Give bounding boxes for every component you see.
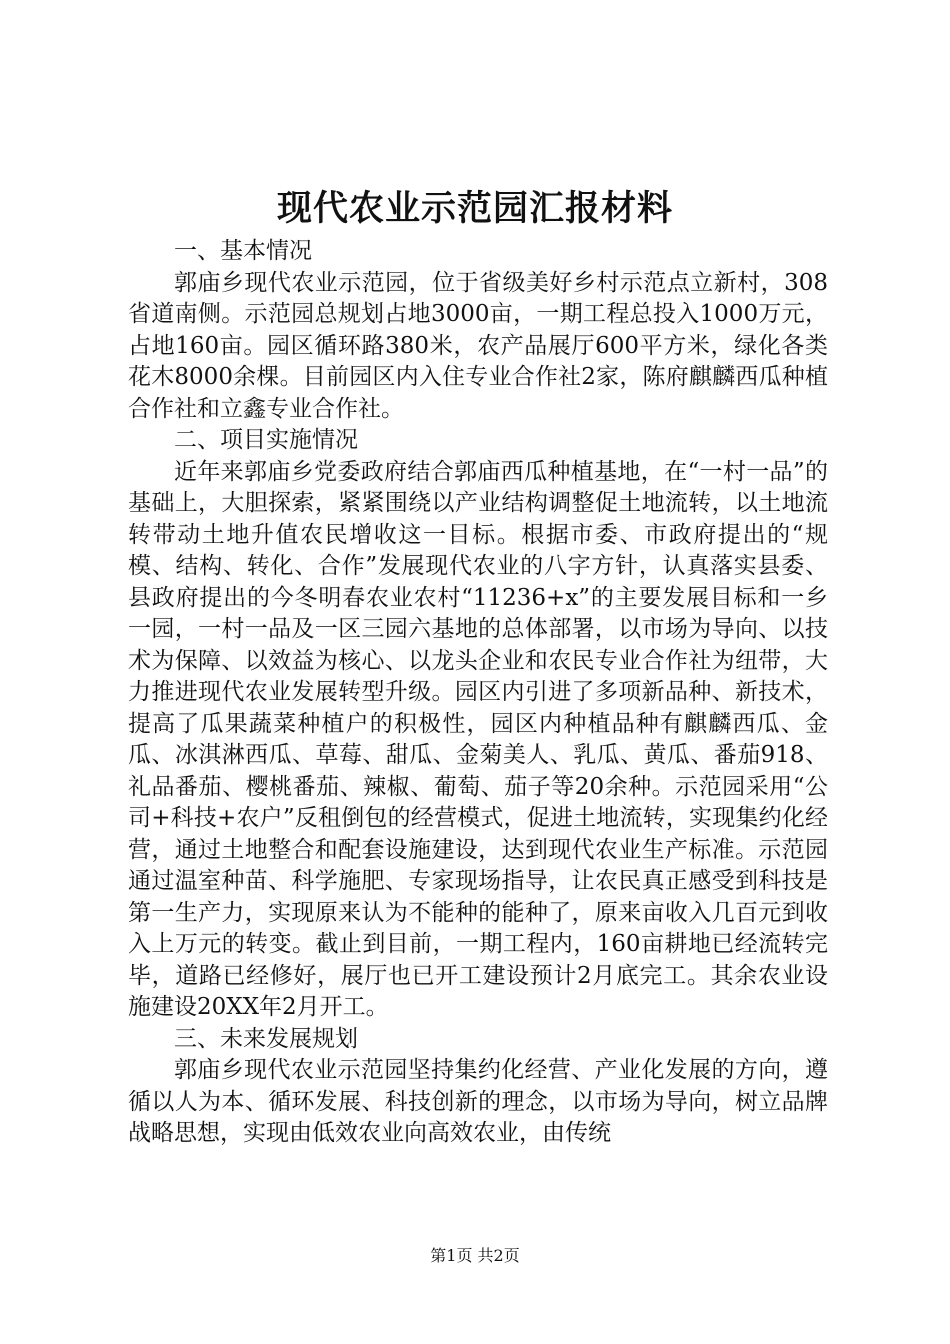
document-body: [128, 236, 828, 1150]
section-heading-future: 三、未来发展规划: [174, 1025, 358, 1052]
section-heading-basic: 一、基本情况: [174, 238, 312, 264]
paragraph-implementation: 近年来郭庙乡党委政府结合郭庙西瓜种植基地，在“一村一品”的基础上，大胆探索，紧紧围绕以产业结构调整促土地流转，以土地流转带动土地升值农民增收这一目标。根据市委、市政府提出的“规模、结构、转化、合作”发展现代农业的八字方针，认真落实县委、县政府提出的今冬明春农业农村“11236+x”的主要发展目标和一乡一园，一村一品及一区三园六基地的总体部署，以市场为导向、以技术为保障、以效益为核心、以龙头企业和农民专业合作社为纽带，大力推进现代农业发展转型升级。园区内引进了多项新品种、新技术，提高了瓜果蔬菜种植户的积极性，园区内种植品种有麒麟西瓜、金瓜、冰淇淋西瓜、草莓、甜瓜、金菊美人、乳瓜、黄瓜、番茄918、礼品番茄、樱桃番茄、辣椒、葡萄、茄子等20余种。示范园采用“公司+科技+农户”反租倒包的经营模式，促进土地流转，实现集约化经营，通过土地整合和配套设施建设，达到现代农业生产标准。示范园通过温室种苗、科学施肥、专家现场指导，让农民真正感受到科技是第一生产力，实现原来认为不能种的能种了，原来亩收入几百元到收入上万元的转变。截止到目前，一期工程内，160亩耕地已经流转完毕，道路已经修好，展厅也已开工建设预计2月底完工。其余农业设施建设20XX年2月开工。: [128, 458, 828, 1020]
page-footer: 第1页 共2页: [430, 1246, 520, 1265]
paragraph-future: 郭庙乡现代农业示范园坚持集约化经营、产业化发展的方向，遵循以人为本、循环发展、科技创新的理念，以市场为导向，树立品牌战略思想，实现由低效农业向高效农业，由传统: [128, 1057, 828, 1146]
page-title: 现代农业示范园汇报材料: [276, 188, 673, 229]
section-heading-implementation: 二、项目实施情况: [174, 427, 358, 453]
paragraph-basic-info: 郭庙乡现代农业示范园，位于省级美好乡村示范点立新村，308省道南侧。示范园总规划占地3000亩，一期工程总投入1000万元，占地160亩。园区循环路380米，农产品展厅600平方米，绿化各类花木8000余棵。目前园区内入住专业合作社2家，陈府麒麟西瓜种植合作社和立鑫专业合作社。: [128, 269, 828, 422]
